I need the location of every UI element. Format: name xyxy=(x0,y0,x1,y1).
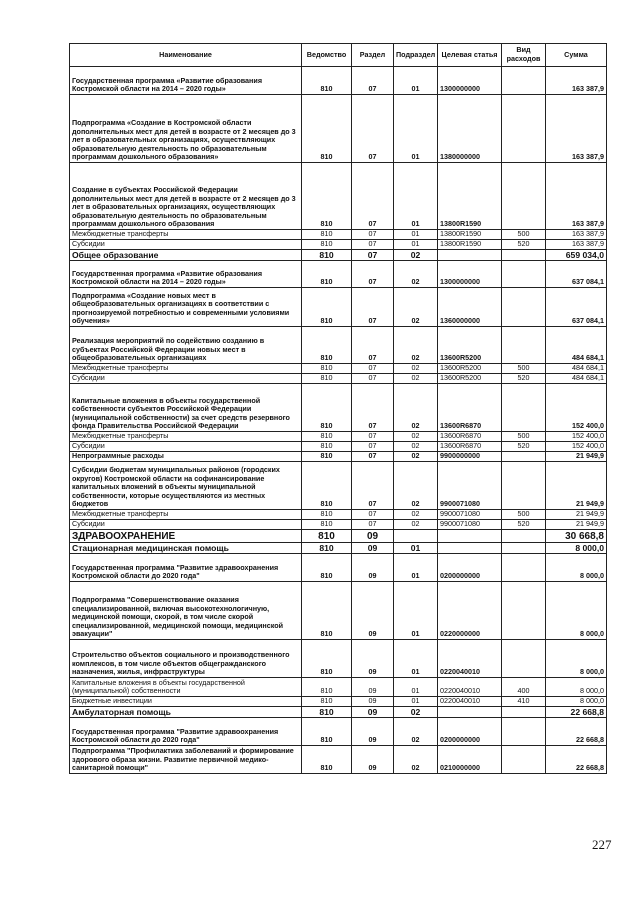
table-row xyxy=(70,640,607,678)
cell-sub: 02 xyxy=(394,520,438,530)
cell-vr xyxy=(502,261,546,288)
cell-vr xyxy=(502,543,546,554)
cell-sec: 07 xyxy=(352,327,394,364)
cell-target: 9900000000 xyxy=(438,452,502,462)
cell-vr: 520 xyxy=(502,240,546,250)
header-name: Наименование xyxy=(70,44,302,67)
cell-sec: 07 xyxy=(352,432,394,442)
cell-dept: 810 xyxy=(302,163,352,230)
cell-sec: 07 xyxy=(352,163,394,230)
cell-sum: 484 684,1 xyxy=(546,364,607,374)
cell-name: ЗДРАВООХРАНЕНИЕ xyxy=(70,530,302,543)
cell-name: Субсидии xyxy=(70,520,302,530)
cell-dept: 810 xyxy=(302,288,352,327)
cell-dept: 810 xyxy=(302,327,352,364)
cell-dept: 810 xyxy=(302,554,352,582)
cell-name: Стационарная медицинская помощь xyxy=(70,543,302,554)
cell-vr xyxy=(502,384,546,432)
cell-name: Капитальные вложения в объекты государственной (муниципальной) собственности xyxy=(70,678,302,697)
cell-sub: 01 xyxy=(394,697,438,707)
cell-sub: 02 xyxy=(394,432,438,442)
cell-name: Создание в субъектах Российской Федерации дополнительных мест для детей в возрасте от 2 месяцев до 3 лет в образовательных организациях, осуществляющих образовательную деятельность по образовательным программам дошкольного образования xyxy=(70,163,302,230)
table-row xyxy=(70,442,607,452)
table-row xyxy=(70,462,607,510)
cell-name: Субсидии xyxy=(70,442,302,452)
cell-sum: 163 387,9 xyxy=(546,230,607,240)
cell-sec: 07 xyxy=(352,250,394,261)
cell-name: Реализация мероприятий по содействию созданию в субъектах Российской Федерации новых мест в общеобразовательных организациях xyxy=(70,327,302,364)
cell-sum: 21 949,9 xyxy=(546,462,607,510)
table-row xyxy=(70,67,607,95)
table-row xyxy=(70,163,607,230)
cell-target xyxy=(438,543,502,554)
cell-target: 0210000000 xyxy=(438,746,502,774)
cell-target: 9900071080 xyxy=(438,510,502,520)
cell-dept: 810 xyxy=(302,230,352,240)
table-row xyxy=(70,707,607,718)
cell-sum: 8 000,0 xyxy=(546,697,607,707)
cell-dept: 810 xyxy=(302,95,352,163)
cell-sum: 637 084,1 xyxy=(546,261,607,288)
cell-name: Государственная программа "Развитие здравоохранения Костромской области до 2020 года" xyxy=(70,554,302,582)
cell-vr xyxy=(502,707,546,718)
table-row xyxy=(70,261,607,288)
table-row xyxy=(70,230,607,240)
cell-sub: 02 xyxy=(394,746,438,774)
cell-vr xyxy=(502,67,546,95)
cell-name: Межбюджетные трансферты xyxy=(70,432,302,442)
cell-sub: 02 xyxy=(394,718,438,746)
table-row xyxy=(70,554,607,582)
cell-target xyxy=(438,707,502,718)
cell-sec: 09 xyxy=(352,640,394,678)
cell-vr xyxy=(502,530,546,543)
table-body xyxy=(70,67,607,774)
cell-target: 0220040010 xyxy=(438,678,502,697)
cell-name: Государственная программа «Развитие образования Костромской области на 2014 – 2020 годы» xyxy=(70,261,302,288)
cell-sub: 02 xyxy=(394,442,438,452)
cell-sum: 30 668,8 xyxy=(546,530,607,543)
cell-sum: 152 400,0 xyxy=(546,442,607,452)
cell-dept: 810 xyxy=(302,452,352,462)
cell-sec: 07 xyxy=(352,288,394,327)
cell-vr xyxy=(502,582,546,640)
cell-target xyxy=(438,250,502,261)
header-target: Целевая статья xyxy=(438,44,502,67)
cell-dept: 810 xyxy=(302,261,352,288)
cell-vr: 520 xyxy=(502,442,546,452)
cell-name: Государственная программа "Развитие здравоохранения Костромской области до 2020 года" xyxy=(70,718,302,746)
cell-sub: 02 xyxy=(394,462,438,510)
cell-name: Подпрограмма «Создание в Костромской области дополнительных мест для детей в возрасте от 2 месяцев до 3 лет в образовательных организациях, осуществляющих образовательную деятельность по образовательным программам дошкольного образования» xyxy=(70,95,302,163)
cell-sub: 02 xyxy=(394,364,438,374)
cell-sub: 02 xyxy=(394,250,438,261)
cell-name: Субсидии бюджетам муниципальных районов (городских округов) Костромской области на софинансирование капитальных вложений в объекты муниципальной собственности, которые осуществляются из местных бюджетов xyxy=(70,462,302,510)
cell-sum: 8 000,0 xyxy=(546,678,607,697)
cell-vr xyxy=(502,288,546,327)
table-row xyxy=(70,374,607,384)
cell-vr xyxy=(502,163,546,230)
cell-vr: 500 xyxy=(502,510,546,520)
table-row xyxy=(70,530,607,543)
cell-name: Межбюджетные трансферты xyxy=(70,364,302,374)
cell-sub xyxy=(394,530,438,543)
cell-dept: 810 xyxy=(302,462,352,510)
table-row xyxy=(70,452,607,462)
cell-sec: 09 xyxy=(352,554,394,582)
header-exp-type: Вид расходов xyxy=(502,44,546,67)
cell-target: 13800R1590 xyxy=(438,163,502,230)
cell-target: 9900071080 xyxy=(438,520,502,530)
cell-sum: 8 000,0 xyxy=(546,554,607,582)
cell-sub: 01 xyxy=(394,240,438,250)
cell-vr: 500 xyxy=(502,364,546,374)
cell-dept: 810 xyxy=(302,364,352,374)
cell-target: 1300000000 xyxy=(438,261,502,288)
budget-table xyxy=(69,43,607,774)
cell-dept: 810 xyxy=(302,707,352,718)
cell-sum: 8 000,0 xyxy=(546,582,607,640)
cell-name: Субсидии xyxy=(70,240,302,250)
cell-vr: 520 xyxy=(502,374,546,384)
cell-vr xyxy=(502,718,546,746)
table-row xyxy=(70,510,607,520)
cell-sec: 09 xyxy=(352,678,394,697)
cell-sub: 01 xyxy=(394,67,438,95)
table-row xyxy=(70,697,607,707)
cell-name: Субсидии xyxy=(70,374,302,384)
cell-dept: 810 xyxy=(302,718,352,746)
table-row xyxy=(70,364,607,374)
table-row xyxy=(70,327,607,364)
cell-sec: 07 xyxy=(352,452,394,462)
cell-dept: 810 xyxy=(302,240,352,250)
cell-sec: 07 xyxy=(352,240,394,250)
cell-target: 13600R5200 xyxy=(438,327,502,364)
cell-sum: 22 668,8 xyxy=(546,707,607,718)
cell-sub: 01 xyxy=(394,163,438,230)
cell-sec: 09 xyxy=(352,718,394,746)
cell-target: 1380000000 xyxy=(438,95,502,163)
cell-name: Подпрограмма «Создание новых мест в общеобразовательных организациях в соответствии с прогнозируемой потребностью и современными условиями обучения» xyxy=(70,288,302,327)
cell-vr: 400 xyxy=(502,678,546,697)
cell-name: Государственная программа «Развитие образования Костромской области на 2014 – 2020 годы» xyxy=(70,67,302,95)
cell-sub: 01 xyxy=(394,640,438,678)
cell-target: 0220040010 xyxy=(438,640,502,678)
cell-vr xyxy=(502,746,546,774)
cell-sec: 07 xyxy=(352,462,394,510)
cell-dept: 810 xyxy=(302,543,352,554)
cell-sec: 07 xyxy=(352,384,394,432)
cell-dept: 810 xyxy=(302,678,352,697)
cell-vr xyxy=(502,554,546,582)
cell-target: 0200000000 xyxy=(438,718,502,746)
cell-target: 9900071080 xyxy=(438,462,502,510)
header-subsection: Подраздел xyxy=(394,44,438,67)
cell-sub: 01 xyxy=(394,554,438,582)
cell-vr: 500 xyxy=(502,230,546,240)
cell-target: 13800R1590 xyxy=(438,230,502,240)
cell-name: Межбюджетные трансферты xyxy=(70,510,302,520)
cell-dept: 810 xyxy=(302,520,352,530)
cell-vr: 520 xyxy=(502,520,546,530)
cell-name: Межбюджетные трансферты xyxy=(70,230,302,240)
cell-sec: 07 xyxy=(352,95,394,163)
cell-sub: 02 xyxy=(394,288,438,327)
table-row xyxy=(70,543,607,554)
cell-name: Амбулаторная помощь xyxy=(70,707,302,718)
cell-sub: 02 xyxy=(394,452,438,462)
table-row xyxy=(70,432,607,442)
cell-sec: 07 xyxy=(352,520,394,530)
cell-sum: 152 400,0 xyxy=(546,384,607,432)
cell-target: 0220000000 xyxy=(438,582,502,640)
cell-name: Капитальные вложения в объекты государственной собственности субъектов Российской Федерации (муниципальной собственности) за счет средств резервного фонда Правительства Российской Федерации xyxy=(70,384,302,432)
cell-sum: 484 684,1 xyxy=(546,327,607,364)
cell-sum: 21 949,9 xyxy=(546,520,607,530)
cell-name: Непрограммные расходы xyxy=(70,452,302,462)
cell-sec: 09 xyxy=(352,697,394,707)
cell-sec: 09 xyxy=(352,746,394,774)
cell-target: 1360000000 xyxy=(438,288,502,327)
cell-sub: 02 xyxy=(394,261,438,288)
cell-vr: 410 xyxy=(502,697,546,707)
cell-target: 1300000000 xyxy=(438,67,502,95)
table-row xyxy=(70,95,607,163)
cell-sum: 163 387,9 xyxy=(546,67,607,95)
cell-vr xyxy=(502,327,546,364)
cell-sum: 21 949,9 xyxy=(546,452,607,462)
cell-dept: 810 xyxy=(302,530,352,543)
table-row xyxy=(70,746,607,774)
cell-sub: 01 xyxy=(394,678,438,697)
cell-sec: 09 xyxy=(352,582,394,640)
cell-sum: 22 668,8 xyxy=(546,718,607,746)
table-row xyxy=(70,384,607,432)
cell-target: 0200000000 xyxy=(438,554,502,582)
cell-sec: 07 xyxy=(352,261,394,288)
cell-sec: 09 xyxy=(352,530,394,543)
cell-sub: 01 xyxy=(394,230,438,240)
cell-name: Общее образование xyxy=(70,250,302,261)
cell-sub: 02 xyxy=(394,510,438,520)
cell-sec: 07 xyxy=(352,364,394,374)
cell-dept: 810 xyxy=(302,67,352,95)
cell-sec: 09 xyxy=(352,543,394,554)
cell-vr xyxy=(502,462,546,510)
cell-target: 13800R1590 xyxy=(438,240,502,250)
cell-vr xyxy=(502,452,546,462)
table-row xyxy=(70,520,607,530)
cell-sec: 09 xyxy=(352,707,394,718)
cell-vr xyxy=(502,95,546,163)
cell-vr: 500 xyxy=(502,432,546,442)
cell-sum: 163 387,9 xyxy=(546,163,607,230)
cell-sum: 163 387,9 xyxy=(546,240,607,250)
cell-sec: 07 xyxy=(352,442,394,452)
cell-target: 0220040010 xyxy=(438,697,502,707)
cell-target: 13600R6870 xyxy=(438,384,502,432)
cell-sum: 152 400,0 xyxy=(546,432,607,442)
cell-sub: 01 xyxy=(394,543,438,554)
cell-sub: 02 xyxy=(394,384,438,432)
cell-name: Подпрограмма "Профилактика заболеваний и формирование здорового образа жизни. Развитие первичной медико-санитарной помощи" xyxy=(70,746,302,774)
cell-dept: 810 xyxy=(302,374,352,384)
cell-sum: 21 949,9 xyxy=(546,510,607,520)
cell-sub: 02 xyxy=(394,374,438,384)
cell-sec: 07 xyxy=(352,510,394,520)
cell-sum: 22 668,8 xyxy=(546,746,607,774)
cell-sec: 07 xyxy=(352,67,394,95)
cell-sum: 163 387,9 xyxy=(546,95,607,163)
table-header-row xyxy=(70,44,607,67)
table-row xyxy=(70,582,607,640)
cell-dept: 810 xyxy=(302,510,352,520)
cell-sum: 484 684,1 xyxy=(546,374,607,384)
header-dept: Ведомство xyxy=(302,44,352,67)
cell-vr xyxy=(502,640,546,678)
cell-sub: 02 xyxy=(394,327,438,364)
cell-name: Строительство объектов социального и производственного комплексов, в том числе объектов общегражданского назначения, жилья, инфраструктуры xyxy=(70,640,302,678)
table-row xyxy=(70,288,607,327)
cell-sum: 659 034,0 xyxy=(546,250,607,261)
cell-dept: 810 xyxy=(302,746,352,774)
table-row xyxy=(70,240,607,250)
cell-dept: 810 xyxy=(302,250,352,261)
cell-dept: 810 xyxy=(302,640,352,678)
cell-dept: 810 xyxy=(302,384,352,432)
cell-target: 13600R5200 xyxy=(438,364,502,374)
cell-dept: 810 xyxy=(302,582,352,640)
cell-target: 13600R6870 xyxy=(438,442,502,452)
cell-sub: 01 xyxy=(394,95,438,163)
cell-dept: 810 xyxy=(302,442,352,452)
page-number: 227 xyxy=(592,837,612,852)
cell-target xyxy=(438,530,502,543)
cell-sum: 8 000,0 xyxy=(546,543,607,554)
cell-sec: 07 xyxy=(352,230,394,240)
cell-dept: 810 xyxy=(302,697,352,707)
table-row xyxy=(70,250,607,261)
header-sum: Сумма xyxy=(546,44,607,67)
cell-target: 13600R5200 xyxy=(438,374,502,384)
header-section: Раздел xyxy=(352,44,394,67)
table-row xyxy=(70,718,607,746)
cell-name: Подпрограмма "Совершенствование оказания специализированной, включая высокотехнологичную, медицинской помощи, скорой, в том числе скорой специализированной, медицинской помощи, медицинской эвакуации" xyxy=(70,582,302,640)
cell-dept: 810 xyxy=(302,432,352,442)
cell-sub: 01 xyxy=(394,582,438,640)
cell-sum: 8 000,0 xyxy=(546,640,607,678)
cell-name: Бюджетные инвестиции xyxy=(70,697,302,707)
cell-vr xyxy=(502,250,546,261)
cell-sum: 637 084,1 xyxy=(546,288,607,327)
cell-sec: 07 xyxy=(352,374,394,384)
table-row xyxy=(70,678,607,697)
cell-sub: 02 xyxy=(394,707,438,718)
cell-target: 13600R6870 xyxy=(438,432,502,442)
